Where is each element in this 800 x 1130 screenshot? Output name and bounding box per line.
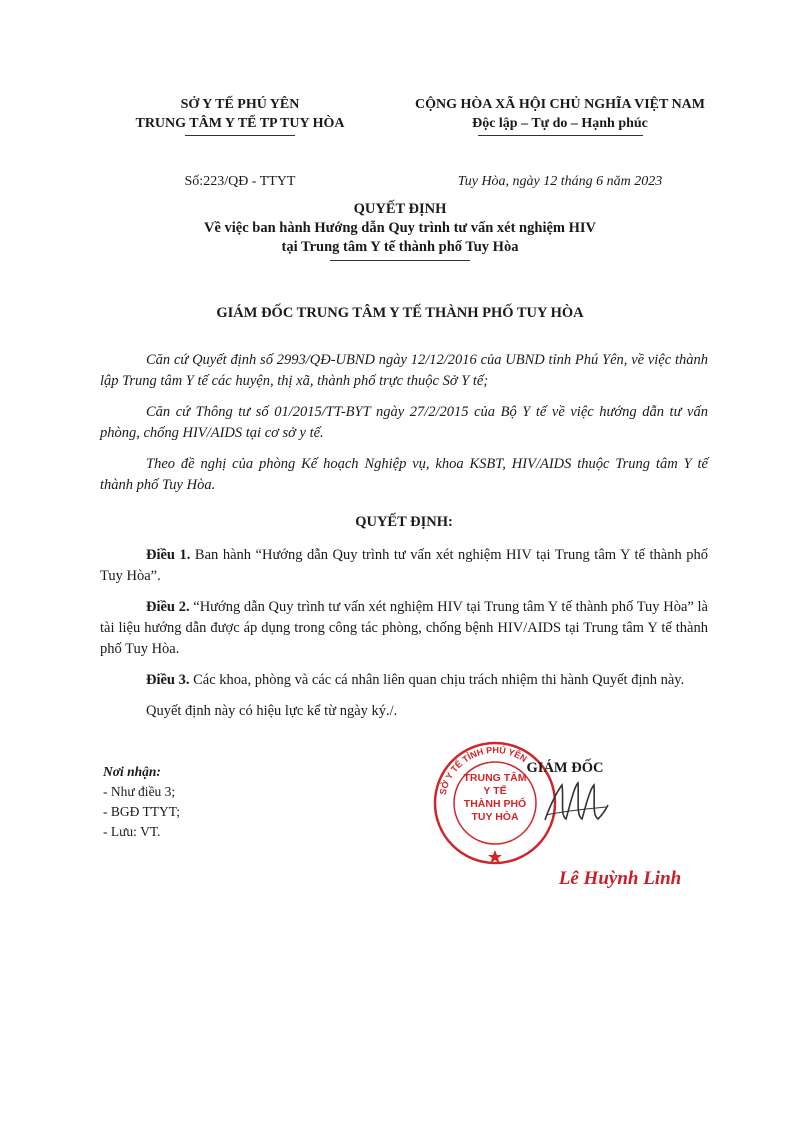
handwritten-signature-icon bbox=[540, 775, 610, 830]
article-2-label: Điều 2. bbox=[146, 599, 190, 615]
article-3-text: Các khoa, phòng và các cá nhân liên quan chịu trách nhiệm thi hành Quyết định này. bbox=[189, 672, 685, 688]
preamble-1: Căn cứ Quyết định số 2993/QĐ-UBND ngày 12/12/2016 của UBND tỉnh Phú Yên, về việc thành lập Trung tâm Y tế các huyện, thị xã, thành phố trực thuộc Sở Y tế; bbox=[100, 352, 708, 389]
article-2 bbox=[100, 597, 708, 660]
country-name: CỘNG HÒA XÃ HỘI CHỦ NGHĨA VIỆT NAM bbox=[414, 97, 705, 112]
article-3 bbox=[100, 670, 708, 691]
article-1-text: Ban hành “Hướng dẫn Quy trình tư vấn xét nghiệm HIV tại Trung tâm Y tế thành phố Tuy Hòa”. bbox=[100, 547, 708, 584]
recipient-item: - BGĐ TTYT; bbox=[103, 804, 180, 819]
recipient-item: - Lưu: VT. bbox=[103, 824, 161, 839]
effect-clause: Quyết định này có hiệu lực kể từ ngày ký./. bbox=[146, 703, 398, 719]
motto-underline bbox=[478, 135, 643, 136]
document-number: Số:223/QĐ - TTYT bbox=[184, 174, 296, 189]
agency-underline bbox=[185, 135, 295, 136]
signer-name: Lê Huỳnh Linh bbox=[558, 868, 682, 889]
recipients-block bbox=[103, 762, 180, 842]
recipient-item: - Như điều 3; bbox=[103, 784, 176, 799]
stamp-ring-text: SỞ Y TẾ TỈNH PHÚ YÊN bbox=[437, 744, 529, 796]
preamble-2: Căn cứ Thông tư số 01/2015/TT-BYT ngày 27/2/2015 của Bộ Y tế về việc hướng dẫn tư vấn phòng, chống HIV/AIDS tại cơ sở y tế. bbox=[100, 404, 708, 441]
article-1 bbox=[100, 545, 708, 587]
article-2-text: “Hướng dẫn Quy trình tư vấn xét nghiệm HIV tại Trung tâm Y tế thành phố Tuy Hòa” là tài liệu hướng dẫn được áp dụng trong công tác phòng, chống bệnh HIV/AIDS tại Trung tâm Y tế thành phố Tuy Hòa. bbox=[100, 599, 708, 657]
article-3-label: Điều 3. bbox=[146, 672, 190, 688]
title-underline bbox=[330, 260, 470, 261]
signer-title: GIÁM ĐỐC bbox=[526, 760, 604, 776]
title-heading: QUYẾT ĐỊNH bbox=[353, 201, 447, 217]
motto: Độc lập – Tự do – Hạnh phúc bbox=[472, 116, 648, 131]
document-body bbox=[100, 350, 708, 732]
preamble-3: Theo đề nghị của phòng Kế hoạch Nghiệp vụ, khoa KSBT, HIV/AIDS thuộc Trung tâm Y tế thành phố Tuy Hòa. bbox=[100, 456, 708, 493]
decision-heading: QUYẾT ĐỊNH: bbox=[355, 514, 453, 530]
stamp-center-text: TRUNG TÂM Y TẾ THÀNH PHỐ TUY HÒA bbox=[463, 772, 527, 823]
director-heading: GIÁM ĐỐC TRUNG TÂM Y TẾ THÀNH PHỐ TUY HÒA bbox=[216, 305, 584, 321]
article-1-label: Điều 1. bbox=[146, 547, 191, 563]
issuing-agency-block bbox=[90, 95, 390, 191]
issuing-agency: TRUNG TÂM Y TẾ TP TUY HÒA bbox=[135, 116, 345, 131]
recipients-heading: Nơi nhận: bbox=[103, 764, 161, 779]
title-subtitle-2: tại Trung tâm Y tế thành phố Tuy Hòa bbox=[281, 239, 519, 255]
national-motto-block bbox=[390, 95, 730, 191]
parent-agency: SỞ Y TẾ PHÚ YÊN bbox=[180, 97, 300, 112]
document-title bbox=[0, 200, 800, 261]
title-subtitle-1: Về việc ban hành Hướng dẫn Quy trình tư vấn xét nghiệm HIV bbox=[203, 220, 597, 236]
issue-date: Tuy Hòa, ngày 12 tháng 6 năm 2023 bbox=[457, 174, 663, 189]
